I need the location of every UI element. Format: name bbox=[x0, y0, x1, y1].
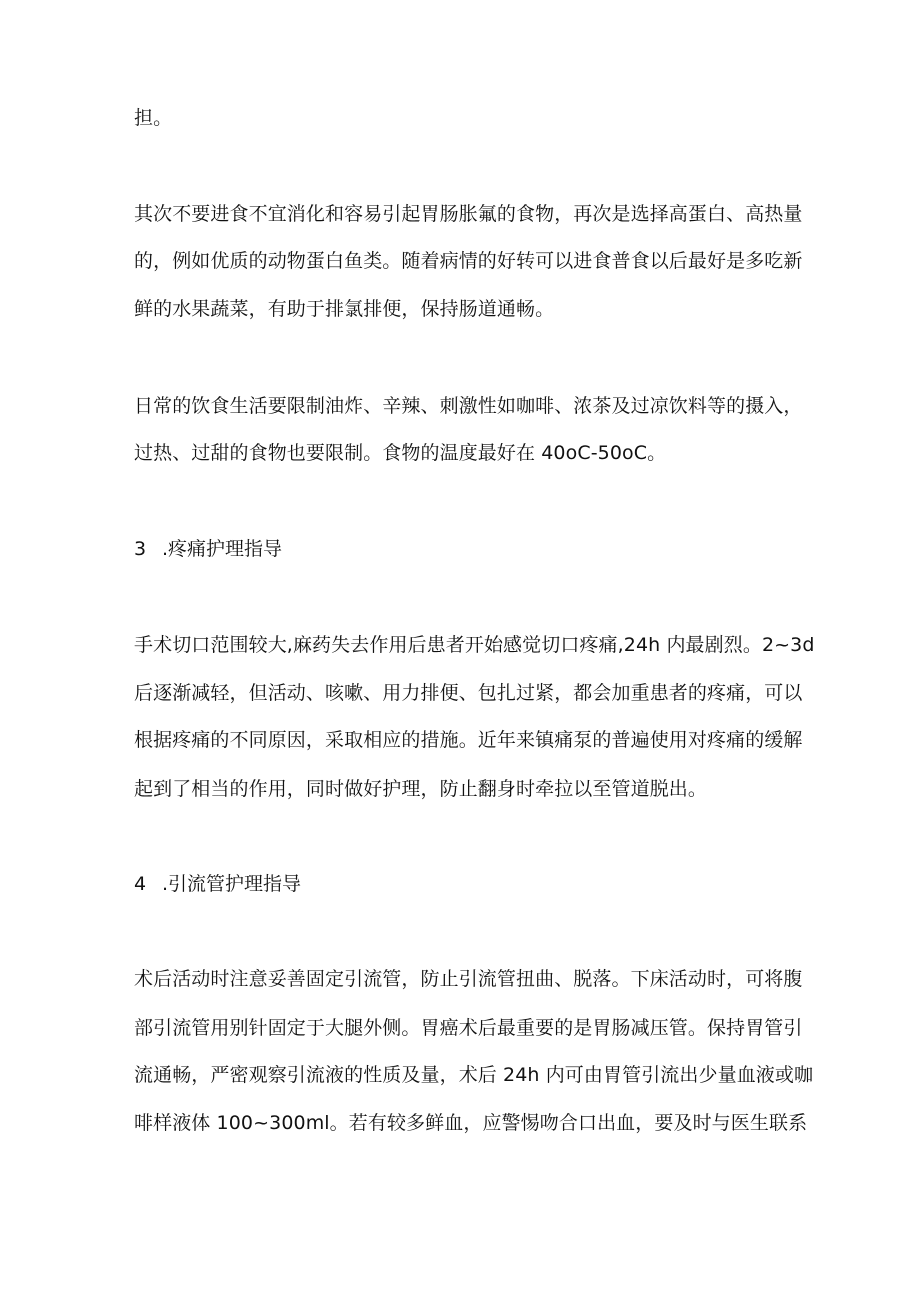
section-3-heading bbox=[134, 536, 282, 562]
paragraph-4-line-4: 起到了相当的作用，同时做好护理，防止翻身时牵拉以至管道脱出。 bbox=[134, 778, 708, 800]
paragraph-4-line-2: 后逐渐减轻，但活动、咳嗽、用力排便、包扎过紧，都会加重患者的疼痛，可以 bbox=[134, 682, 803, 704]
paragraph-2-line-2: 的，例如优质的动物蛋白鱼类。随着病情的好转可以进食普食以后最好是多吃新 bbox=[134, 250, 803, 272]
paragraph-2-line-3: 鲜的水果蔬菜，有助于排氯排便，保持肠道通畅。 bbox=[134, 298, 555, 320]
paragraph-5-line-1: 术后活动时注意妥善固定引流管，防止引流管扭曲、脱落。下床活动时，可将腹 bbox=[134, 968, 803, 990]
paragraph-4-line-3: 根据疼痛的不同原因，采取相应的措施。近年来镇痛泵的普遍使用对疼痛的缓解 bbox=[134, 729, 803, 751]
paragraph-5-line-3: 流通畅，严密观察引流液的性质及量，术后 24h 内可由胃管引流出少量血液或咖 bbox=[134, 1064, 814, 1086]
paragraph-3-line-1: 日常的饮食生活要限制油炸、辛辣、刺激性如咖啡、浓茶及过凉饮料等的摄入， bbox=[134, 395, 803, 417]
section-4-number: 4 bbox=[134, 873, 147, 895]
paragraph-5-line-4: 啡样液体 100~300ml。若有较多鲜血，应警惕吻合口出血，要及时与医生联系 bbox=[134, 1112, 808, 1134]
paragraph-5-line-2: 部引流管用别针固定于大腿外侧。胃癌术后最重要的是胃肠减压管。保持胃管引 bbox=[134, 1017, 803, 1039]
paragraph-2-line-1: 其次不要进食不宜消化和容易引起胃肠胀氟的食物，再次是选择高蛋白、高热量 bbox=[134, 203, 803, 225]
section-4-title: .引流管护理指导 bbox=[162, 873, 302, 895]
paragraph-4-line-1: 手术切口范围较大,麻药失去作用后患者开始感觉切口疼痛,24h 内最剧烈。2~3d bbox=[134, 634, 815, 656]
paragraph-1-line-1: 担。 bbox=[134, 107, 173, 129]
section-4-heading bbox=[134, 871, 301, 897]
paragraph-3-line-2: 过热、过甜的食物也要限制。食物的温度最好在 40oC-50oC。 bbox=[134, 442, 667, 464]
section-3-number: 3 bbox=[134, 538, 147, 560]
section-3-title: .疼痛护理指导 bbox=[162, 538, 283, 560]
